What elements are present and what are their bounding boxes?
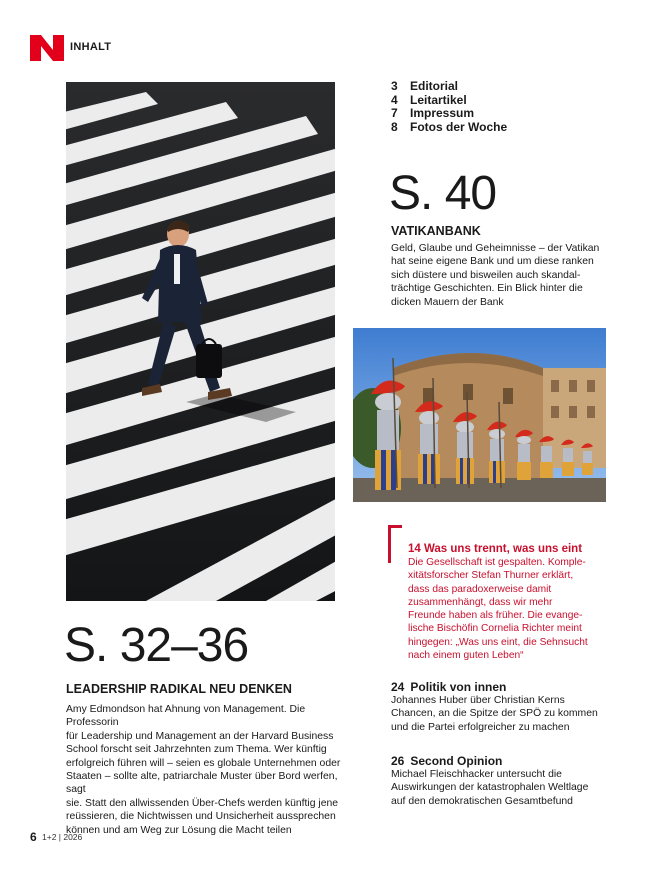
- teaser-line: können und am Weg zur Lösung die Macht teilen: [66, 824, 292, 836]
- teaser-body: [391, 694, 616, 734]
- teaser-line: lische Bischöfin Cornelia Richter meint: [408, 623, 582, 635]
- crosswalk-businessman-photo[interactable]: [66, 82, 335, 601]
- issue-number: 1+2 | 2026: [42, 832, 83, 842]
- vatican-headline[interactable]: VATIKANBANK: [391, 224, 481, 238]
- featured-teaser-box: [408, 542, 618, 662]
- toc-item-number: 4: [391, 92, 398, 107]
- teaser-line: Freunde haben als früher. Die evange-: [408, 610, 583, 622]
- teaser-line: sich düstere und bisweilen auch skandal-: [391, 269, 581, 281]
- toc-item-number: 8: [391, 119, 398, 134]
- vatican-page-ref: S. 40: [389, 167, 497, 220]
- teaser-line: Amy Edmondson hat Ahnung von Management. Die Professorin: [66, 704, 306, 729]
- featured-teaser-headline[interactable]: 14 Was uns trennt, was uns eint: [408, 543, 583, 555]
- toc-item[interactable]: [391, 94, 631, 108]
- teaser-line: School forscht seit Jahrzehnten zum Thema. Wer künftig: [66, 744, 327, 756]
- red-corner-bracket-icon: [388, 525, 402, 563]
- page-number: 6: [30, 830, 37, 844]
- teaser-page-number: 24: [391, 680, 405, 694]
- teaser-line: Chancen, an die Spitze der SPÖ zu kommen: [391, 708, 598, 720]
- teaser-line: hat seine eigene Bank und um diese ranken: [391, 256, 594, 268]
- toc-item-number: 7: [391, 106, 398, 120]
- teaser-line: nach einem guten Leben“: [408, 650, 524, 662]
- teaser-headline[interactable]: [391, 754, 616, 768]
- teaser-politik-von-innen: [391, 680, 616, 734]
- teaser-line: und die Partei erfolgreicher zu machen: [391, 721, 570, 733]
- vatican-teaser: [391, 242, 616, 309]
- leadership-teaser: [66, 703, 346, 837]
- teaser-line: trächtige Geschichten. Ein Blick hinter die: [391, 283, 583, 295]
- teaser-line: hingegen: „Was uns eint, die Sehnsucht: [408, 636, 588, 648]
- toc-item-label: Fotos der Woche: [410, 119, 508, 134]
- teaser-line: sie. Statt den allwissenden Über-Chefs werden künftig jene: [66, 797, 339, 809]
- teaser-page-number: 26: [391, 754, 405, 768]
- teaser-line: dicken Mauern der Bank: [391, 296, 504, 308]
- teaser-line: dass das paradoxerweise damit: [408, 583, 552, 595]
- toc-item[interactable]: [391, 121, 631, 135]
- toc-item-label: Leitartikel: [410, 92, 467, 107]
- toc-item-label: Impressum: [410, 106, 475, 120]
- toc-list: [391, 80, 631, 134]
- section-label: INHALT: [70, 41, 112, 53]
- featured-teaser-body: [408, 556, 618, 662]
- teaser-headline[interactable]: [391, 680, 616, 694]
- teaser-line: zusammenhängt, dass wir mehr: [408, 596, 553, 608]
- leadership-page-ref: S. 32–36: [64, 619, 249, 672]
- toc-item-label: Editorial: [410, 79, 459, 93]
- teaser-title: Second Opinion: [410, 754, 503, 768]
- magazine-logo-icon: [30, 35, 64, 61]
- swiss-guards-illustration: [353, 328, 606, 502]
- teaser-line: Michael Fleischhacker untersucht die: [391, 769, 562, 780]
- swiss-guards-vatican-photo[interactable]: [353, 328, 606, 502]
- leadership-headline[interactable]: LEADERSHIP RADIKAL NEU DENKEN: [66, 682, 292, 696]
- toc-item[interactable]: [391, 80, 631, 94]
- toc-item[interactable]: [391, 107, 631, 121]
- teaser-title: Politik von innen: [410, 680, 507, 694]
- teaser-line: xitätsforscher Stefan Thurner erklärt,: [408, 570, 574, 582]
- teaser-line: auf den demokratischen Gesamtbefund: [391, 795, 573, 807]
- teaser-line: Johannes Huber über Christian Kerns: [391, 695, 565, 706]
- teaser-line: für Leadership und Management an der Harvard Business: [66, 730, 334, 742]
- teaser-line: Die Gesellschaft ist gespalten. Komple-: [408, 557, 586, 568]
- crosswalk-illustration: [66, 82, 335, 601]
- teaser-body: [391, 768, 616, 808]
- teaser-second-opinion: [391, 754, 616, 808]
- teaser-line: Staaten – sollte alte, patriarchale Muster über Bord werfen, sagt: [66, 771, 338, 796]
- teaser-line: erfolgreich führen will – seien es globale Unternehmen oder: [66, 757, 341, 769]
- toc-item-number: 3: [391, 79, 398, 93]
- teaser-line: Auswirkungen der katastrophalen Weltlage: [391, 782, 589, 794]
- teaser-line: Geld, Glaube und Geheimnisse – der Vatikan: [391, 243, 600, 254]
- teaser-line: reüssieren, die Nichtwissen und Unsicherheit aussprechen: [66, 811, 336, 823]
